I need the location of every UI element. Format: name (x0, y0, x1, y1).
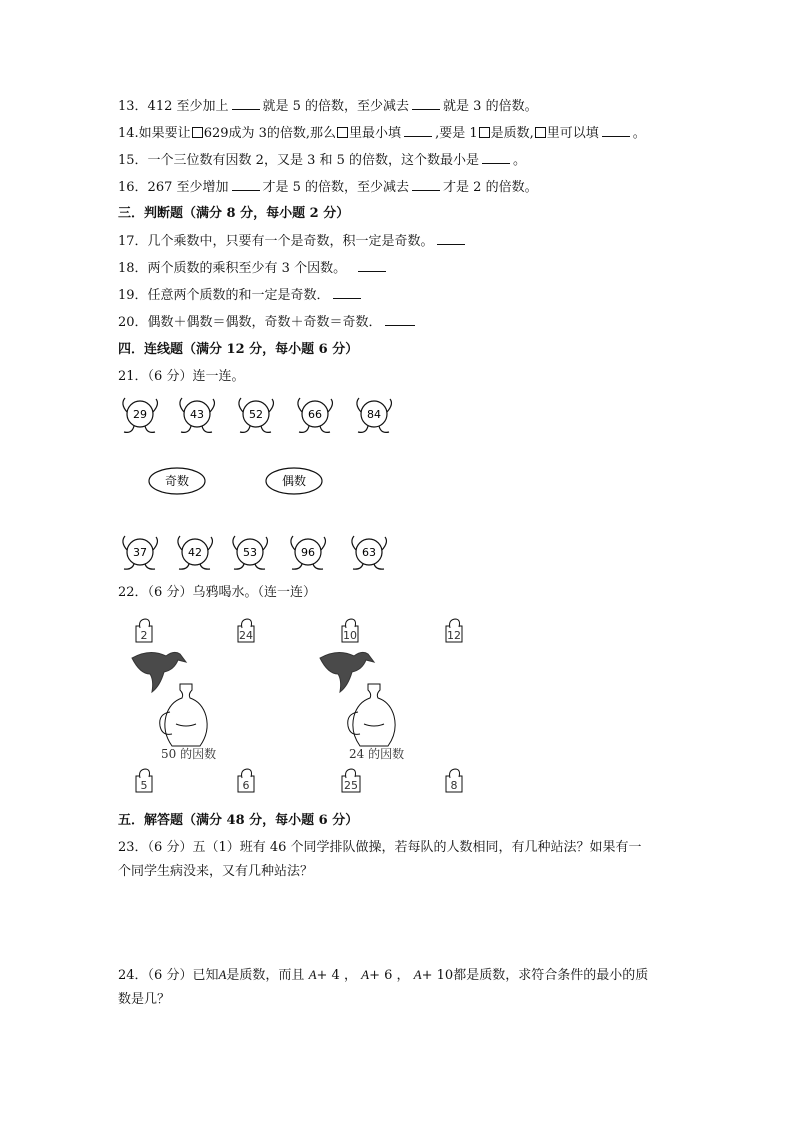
answer-blank[interactable] (437, 232, 465, 245)
stone-number: 8 (450, 779, 458, 792)
jug-icon (160, 684, 207, 746)
crow-figure (120, 610, 480, 810)
stone-card[interactable] (446, 769, 462, 792)
stone-number: 6 (242, 779, 250, 792)
jug-label: 24 的因数 (349, 747, 405, 761)
answer-blank[interactable] (412, 178, 440, 191)
number-ball[interactable] (352, 536, 387, 569)
answer-blank[interactable] (232, 178, 260, 191)
number-ball[interactable] (123, 398, 158, 432)
box-placeholder (192, 127, 203, 138)
stone-card[interactable] (446, 619, 462, 642)
question-17: 17．几个乘数中，只要有一个是奇数，积一定是奇数。 (118, 232, 468, 251)
category-label: 偶数 (281, 474, 307, 488)
answer-blank[interactable] (482, 151, 510, 164)
jug-label: 50 的因数 (161, 747, 217, 761)
number-ball[interactable] (291, 536, 326, 569)
answer-blank[interactable] (333, 286, 361, 299)
stone-card[interactable] (238, 619, 254, 642)
ball-number: 37 (133, 546, 147, 559)
question-21: 21．（6 分）连一连。 (118, 369, 245, 384)
answer-blank[interactable] (412, 97, 440, 110)
answer-blank[interactable] (358, 259, 386, 272)
box-placeholder (337, 127, 348, 138)
crow-icon (320, 652, 374, 692)
question-14: 14.如果要让 629成为 3的倍数,那么 里最小填 ,要是 1 是质数, 里可以填 。 (118, 126, 646, 141)
number-ball[interactable] (298, 398, 333, 432)
number-ball[interactable] (357, 398, 392, 432)
stone-card[interactable] (136, 769, 152, 792)
stone-number: 25 (344, 779, 358, 792)
box-placeholder (535, 127, 546, 138)
ball-number: 43 (190, 408, 204, 421)
section-4-heading: 四．连线题（满分 12 分，每小题 6 分） (118, 342, 359, 357)
stone-number: 5 (140, 779, 148, 792)
ball-number: 84 (367, 408, 381, 421)
question-19: 19．任意两个质数的和一定是奇数． (118, 286, 364, 305)
ball-number: 52 (249, 408, 263, 421)
number-ball[interactable] (180, 398, 215, 432)
question-23: 23．（6 分）五（1）班有 46 个同学排队做操，若每队的人数相同，有几种站法？如果有一 个同学生病没来，又有几种站法？ (118, 840, 642, 879)
ball-number: 53 (243, 546, 257, 559)
section-5-heading: 五．解答题（满分 48 分，每小题 6 分） (118, 813, 359, 828)
category-oval[interactable] (266, 468, 322, 494)
ball-number: 96 (301, 546, 315, 559)
answer-blank[interactable] (404, 124, 432, 137)
answer-blank[interactable] (385, 313, 415, 326)
question-20: 20．偶数＋偶数＝偶数，奇数＋奇数＝奇数． (118, 313, 418, 332)
question-16: 16．267 至少增加 才是 5 的倍数，至少减去 才是 2 的倍数。 (118, 180, 538, 195)
question-24: 24．（6 分）已知A是质数，而且 A+ 4 ， A+ 6 ， A+ 10都是质数，求符合条件的最小的质 数是几？ (118, 967, 649, 1007)
stone-number: 12 (447, 629, 461, 642)
section-3-heading: 三．判断题（满分 8 分，每小题 2 分） (118, 206, 350, 221)
stone-number: 2 (140, 629, 148, 642)
category-oval[interactable] (149, 468, 205, 494)
number-ball[interactable] (233, 536, 268, 569)
stone-card[interactable] (342, 619, 358, 642)
number-ball[interactable] (239, 398, 274, 432)
stone-card[interactable] (136, 619, 152, 642)
stone-card[interactable] (342, 769, 360, 792)
ball-number: 63 (362, 546, 376, 559)
stone-number: 24 (239, 629, 253, 642)
ball-number: 66 (308, 408, 322, 421)
number-ball[interactable] (123, 536, 158, 569)
category-label: 奇数 (164, 474, 190, 488)
matching-figure (110, 392, 530, 572)
ball-number: 42 (188, 546, 202, 559)
question-15: 15．一个三位数有因数 2，又是 3 和 5 的倍数，这个数最小是 。 (118, 153, 527, 168)
question-13: 13．412 至少加上 就是 5 的倍数，至少减去 就是 3 的倍数。 (118, 99, 538, 114)
number-ball[interactable] (178, 536, 213, 569)
answer-blank[interactable] (602, 124, 630, 137)
question-18: 18．两个质数的乘积至少有 3 个因数。 (118, 259, 389, 278)
stone-card[interactable] (238, 769, 254, 792)
stone-number: 10 (343, 629, 357, 642)
question-22: 22．（6 分）乌鸦喝水。（连一连） (118, 585, 316, 600)
jug-icon (348, 684, 395, 746)
crow-icon (132, 652, 186, 692)
ball-number: 29 (133, 408, 147, 421)
answer-blank[interactable] (232, 97, 260, 110)
box-placeholder (479, 127, 490, 138)
